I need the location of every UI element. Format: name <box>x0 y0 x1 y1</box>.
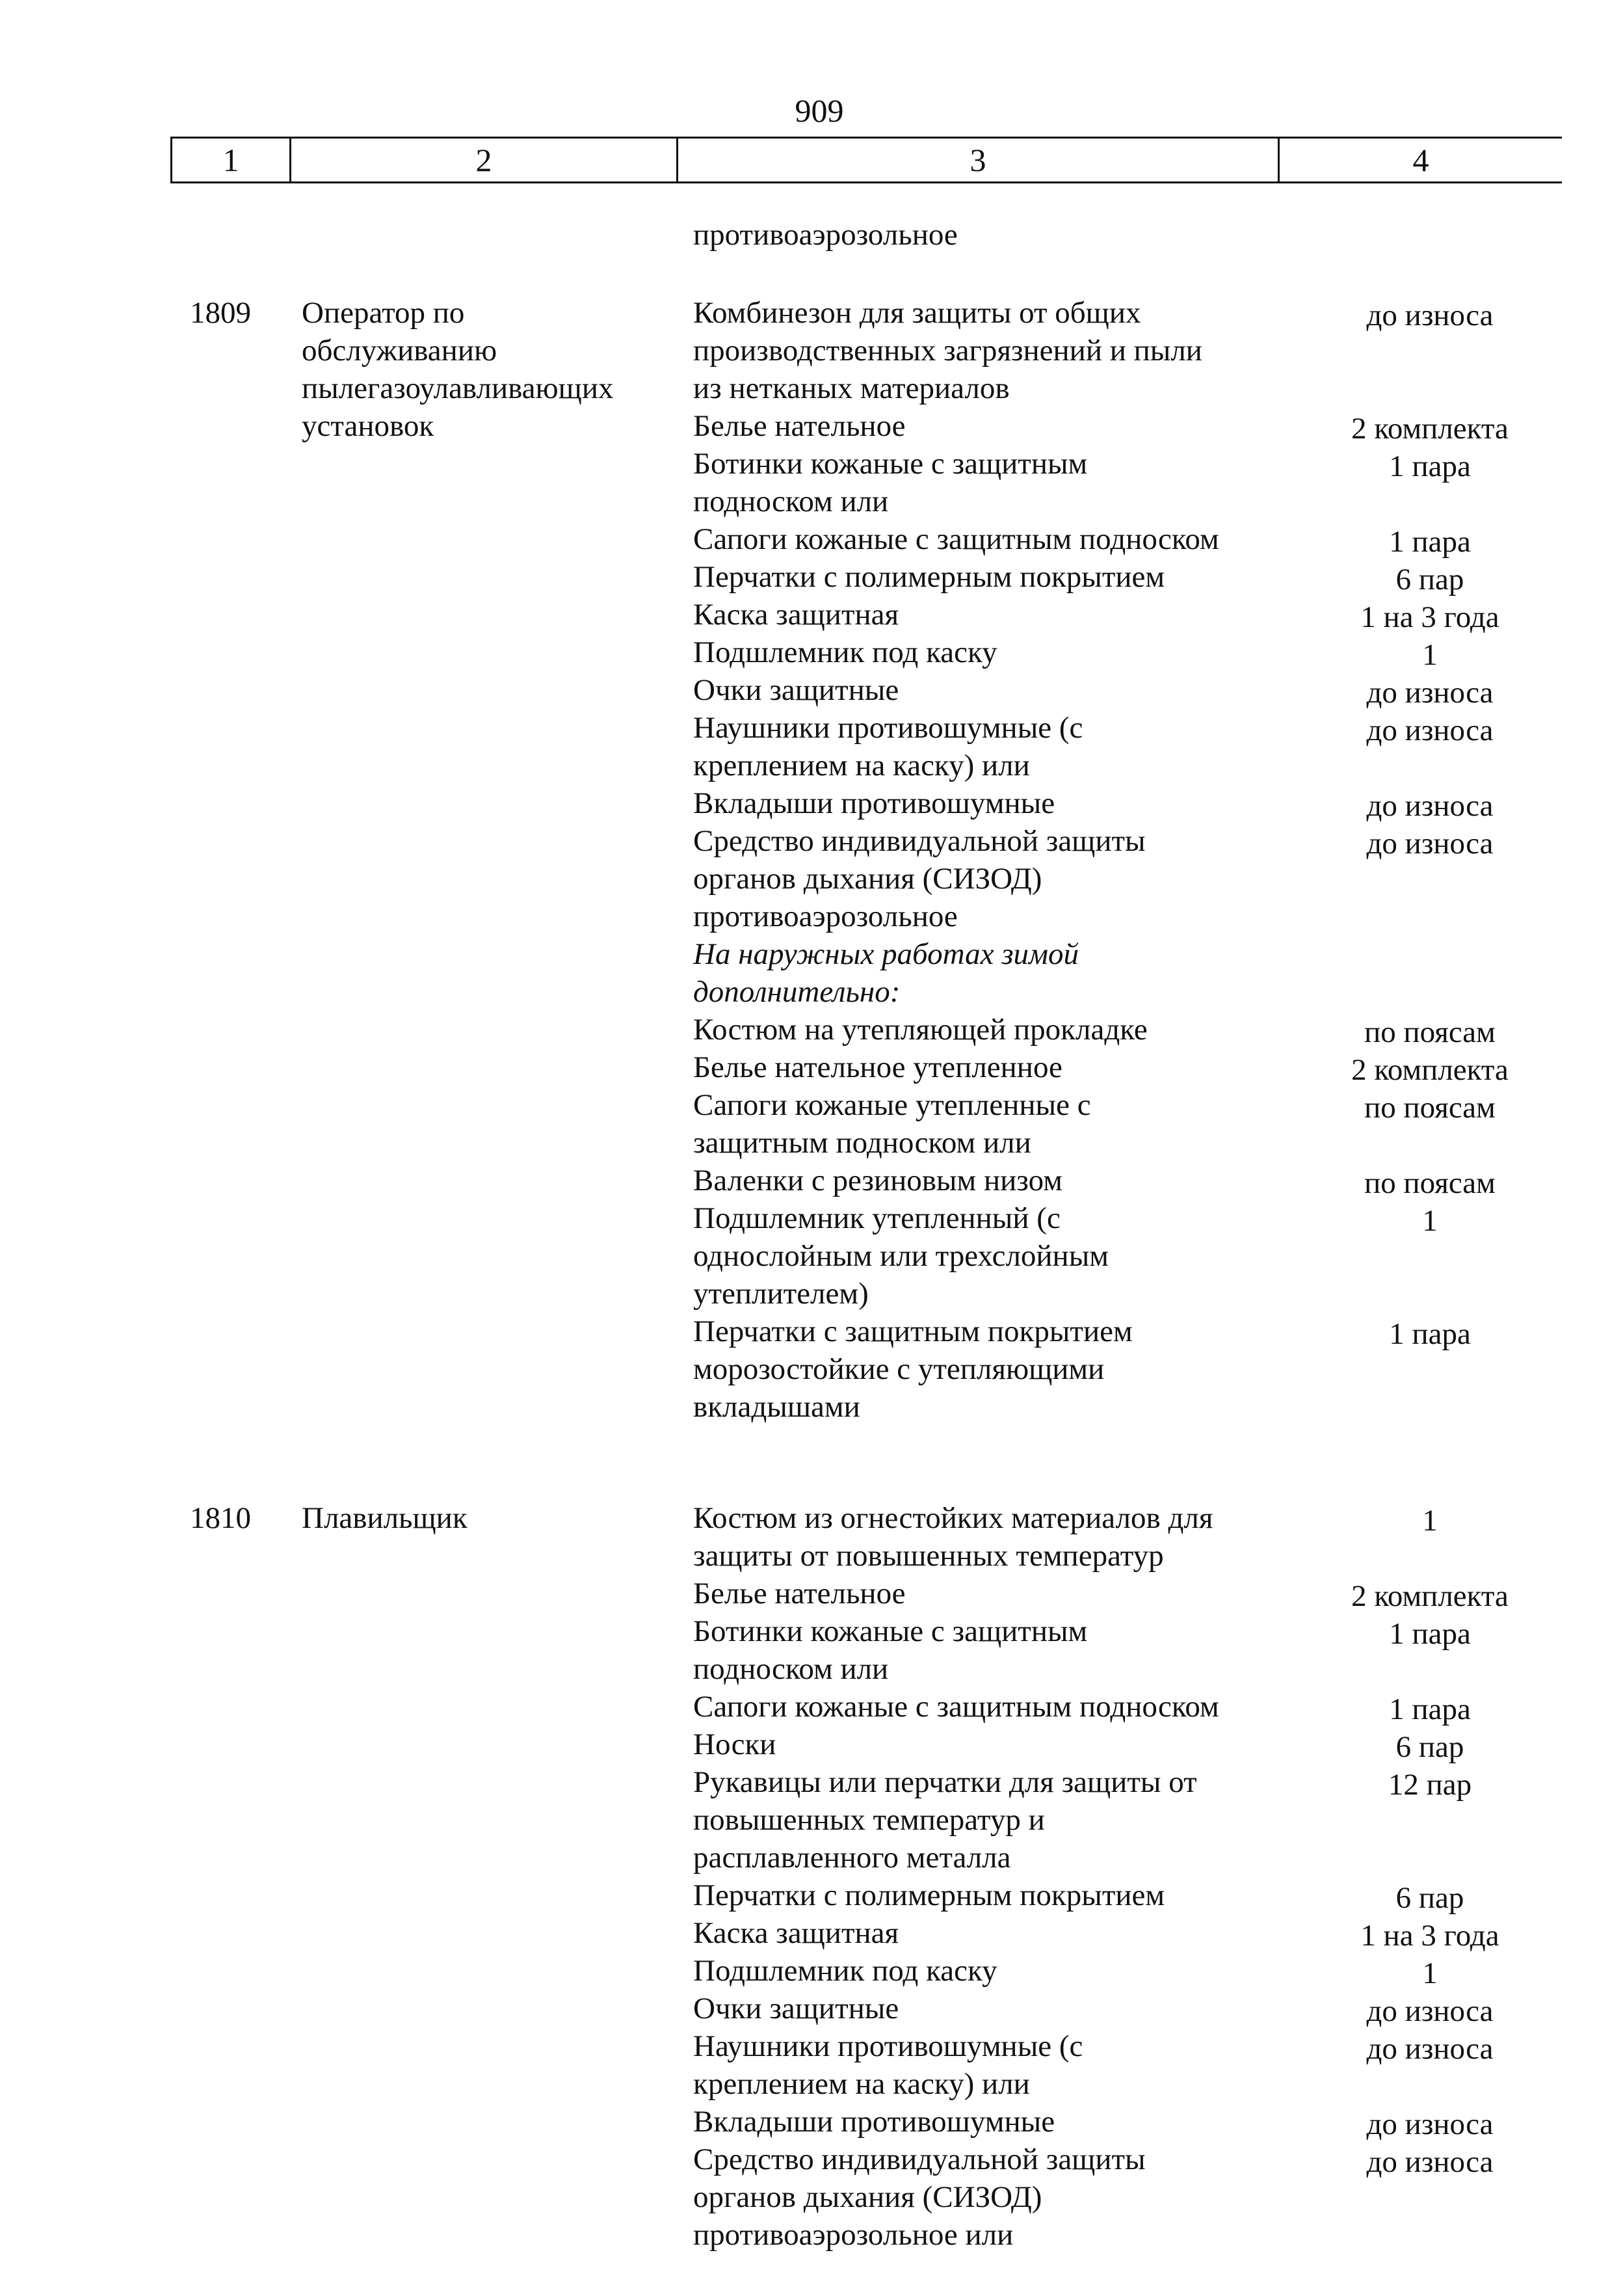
ppe-item: морозостойкие с утепляющими <box>693 1352 1105 1386</box>
ppe-item: органов дыхания (СИЗОД) <box>693 2180 1042 2214</box>
ppe-item: Каска защитная <box>693 598 899 632</box>
ppe-quantity <box>1310 2181 1550 2219</box>
ppe-item: органов дыхания (СИЗОД) <box>693 862 1042 896</box>
ppe-quantity: до износа <box>1366 2032 1494 2066</box>
ppe-item: однослойным или трехслойным <box>693 1239 1109 1273</box>
ppe-quantity: 1 пара <box>1389 1617 1471 1651</box>
ppe-quantity <box>1310 1841 1550 1879</box>
ppe-item-list <box>693 294 1291 1426</box>
ppe-quantity: 1 на 3 года <box>1360 1919 1499 1953</box>
ppe-item: Каска защитная <box>693 1916 899 1950</box>
ppe-item: из нетканых материалов <box>693 371 1010 405</box>
section-note: На наружных работах зимой <box>693 937 1079 971</box>
ppe-quantity: до износа <box>1366 2145 1494 2179</box>
ppe-item: противоаэрозольное <box>693 900 958 933</box>
ppe-quantity <box>1310 485 1550 523</box>
ppe-item: креплением на каску) или <box>693 2067 1030 2101</box>
ppe-item: Наушники противошумные (с <box>693 711 1083 745</box>
ppe-quantity: до износа <box>1366 789 1494 823</box>
ppe-item: утеплителем) <box>693 1277 869 1311</box>
ppe-quantity: до износа <box>1366 827 1494 861</box>
ppe-item-list <box>693 1499 1291 2254</box>
ppe-quantity: 1 <box>1422 1956 1438 1990</box>
ppe-item: Белье нательное <box>693 409 906 443</box>
ppe-quantity <box>1310 749 1550 787</box>
ppe-item: Белье нательное утепленное <box>693 1050 1062 1084</box>
ppe-quantity: 1 пара <box>1389 449 1471 483</box>
header-col-4: 4 <box>1412 142 1429 178</box>
ppe-item: Валенки с резиновым низом <box>693 1164 1062 1197</box>
ppe-quantity-list <box>1310 297 1550 1428</box>
ppe-item: Вкладыши противошумные <box>693 786 1055 820</box>
ppe-quantity <box>1310 900 1550 938</box>
entry-number: 1809 <box>190 296 251 330</box>
page-number: 909 <box>795 92 844 129</box>
ppe-quantity <box>1310 1127 1550 1164</box>
ppe-quantity: до износа <box>1366 1994 1494 2028</box>
ppe-quantity: 1 пара <box>1389 1317 1471 1351</box>
ppe-quantity: по поясам <box>1364 1091 1496 1125</box>
header-col-2: 2 <box>475 142 492 178</box>
ppe-quantity <box>1310 2068 1550 2105</box>
ppe-item: Средство индивидуальной защиты <box>693 824 1146 858</box>
ppe-quantity: до износа <box>1366 714 1494 747</box>
ppe-quantity <box>1310 976 1550 1013</box>
ppe-item: вкладышами <box>693 1390 860 1424</box>
ppe-quantity: 2 комплекта <box>1351 412 1509 446</box>
ppe-quantity: 1 <box>1422 638 1438 672</box>
ppe-quantity: 1 пара <box>1389 1692 1471 1726</box>
ppe-quantity: 6 пар <box>1395 1730 1464 1764</box>
ppe-quantity: по поясам <box>1364 1015 1496 1049</box>
ppe-quantity <box>1310 862 1550 900</box>
ppe-quantity: 6 пар <box>1395 1881 1464 1915</box>
ppe-quantity: до износа <box>1366 676 1494 710</box>
ppe-item: Очки защитные <box>693 673 899 707</box>
ppe-quantity <box>1310 1240 1550 1277</box>
ppe-item: Перчатки с полимерным покрытием <box>693 1878 1165 1912</box>
header-col-3: 3 <box>970 142 986 178</box>
ppe-quantity: до износа <box>1366 299 1494 332</box>
ppe-item: Рукавицы или перчатки для защиты от <box>693 1765 1197 1799</box>
column-header-row <box>170 137 1562 183</box>
ppe-item: Белье нательное <box>693 1577 906 1610</box>
ppe-quantity <box>1310 1804 1550 1841</box>
ppe-item: защиты от повышенных температур <box>693 1539 1164 1573</box>
header-col-1: 1 <box>222 142 239 178</box>
ppe-item: Перчатки с полимерным покрытием <box>693 560 1165 594</box>
ppe-item: защитным подноском или <box>693 1126 1031 1160</box>
ppe-item: Костюм из огнестойких материалов для <box>693 1501 1213 1535</box>
ppe-item: креплением на каску) или <box>693 749 1030 782</box>
ppe-quantity <box>1310 2219 1550 2256</box>
ppe-quantity <box>1310 1277 1550 1315</box>
ppe-item: Подшлемник утепленный (с <box>693 1201 1061 1235</box>
section-note: дополнительно: <box>693 975 901 1009</box>
ppe-quantity <box>1310 334 1550 372</box>
ppe-item: подноском или <box>693 1652 889 1686</box>
ppe-quantity: 12 пар <box>1388 1768 1472 1802</box>
ppe-item: Перчатки с защитным покрытием <box>693 1315 1133 1348</box>
ppe-item: Носки <box>693 1728 776 1761</box>
ppe-item: Наушники противошумные (с <box>693 2029 1083 2063</box>
ppe-quantity: по поясам <box>1364 1166 1496 1200</box>
ppe-quantity: 1 <box>1422 1504 1438 1538</box>
ppe-quantity: 6 пар <box>1395 563 1464 596</box>
ppe-quantity: 1 пара <box>1389 525 1471 559</box>
ppe-item: Средство индивидуальной защиты <box>693 2142 1146 2176</box>
ppe-quantity: 1 <box>1422 1204 1438 1238</box>
ppe-quantity: 2 комплекта <box>1351 1053 1509 1087</box>
ppe-item: Сапоги кожаные утепленные с <box>693 1088 1091 1122</box>
ppe-quantity: до износа <box>1366 2107 1494 2141</box>
ppe-item: Очки защитные <box>693 1992 899 2025</box>
ppe-quantity <box>1310 1353 1550 1391</box>
ppe-item: расплавленного металла <box>693 1841 1011 1875</box>
ppe-item: Ботинки кожаные с защитным <box>693 1614 1088 1648</box>
ppe-quantity <box>1310 1391 1550 1428</box>
ppe-item: подноском или <box>693 485 889 518</box>
ppe-item: Подшлемник под каску <box>693 635 997 669</box>
ppe-quantity <box>1310 938 1550 976</box>
ppe-item: Сапоги кожаные с защитным подноском <box>693 1690 1219 1724</box>
ppe-quantity: 2 комплекта <box>1351 1579 1509 1613</box>
ppe-item: производственных загрязнений и пыли <box>693 334 1202 367</box>
ppe-item: повышенных температур и <box>693 1803 1045 1837</box>
ppe-quantity <box>1310 1540 1550 1577</box>
ppe-quantity <box>1310 1653 1550 1690</box>
ppe-quantity <box>1310 372 1550 410</box>
ppe-item: Ботинки кожаные с защитным <box>693 447 1088 481</box>
ppe-quantity: 1 на 3 года <box>1360 600 1499 634</box>
ppe-item: Сапоги кожаные с защитным подноском <box>693 522 1219 556</box>
ppe-item: Костюм на утепляющей прокладке <box>693 1013 1148 1047</box>
ppe-quantity-list <box>1310 1502 1550 2256</box>
entry-number: 1810 <box>190 1501 251 1535</box>
ppe-item: Вкладыши противошумные <box>693 2105 1055 2139</box>
profession-name: Оператор по обслуживанию пылегазоулавливающих установок <box>302 296 614 443</box>
ppe-item: Подшлемник под каску <box>693 1954 997 1988</box>
ppe-item: Комбинезон для защиты от общих <box>693 296 1141 330</box>
profession-name: Плавильщик <box>302 1501 468 1535</box>
continuation-text: противоаэрозольное <box>693 218 958 252</box>
ppe-item: противоаэрозольное или <box>693 2218 1014 2252</box>
